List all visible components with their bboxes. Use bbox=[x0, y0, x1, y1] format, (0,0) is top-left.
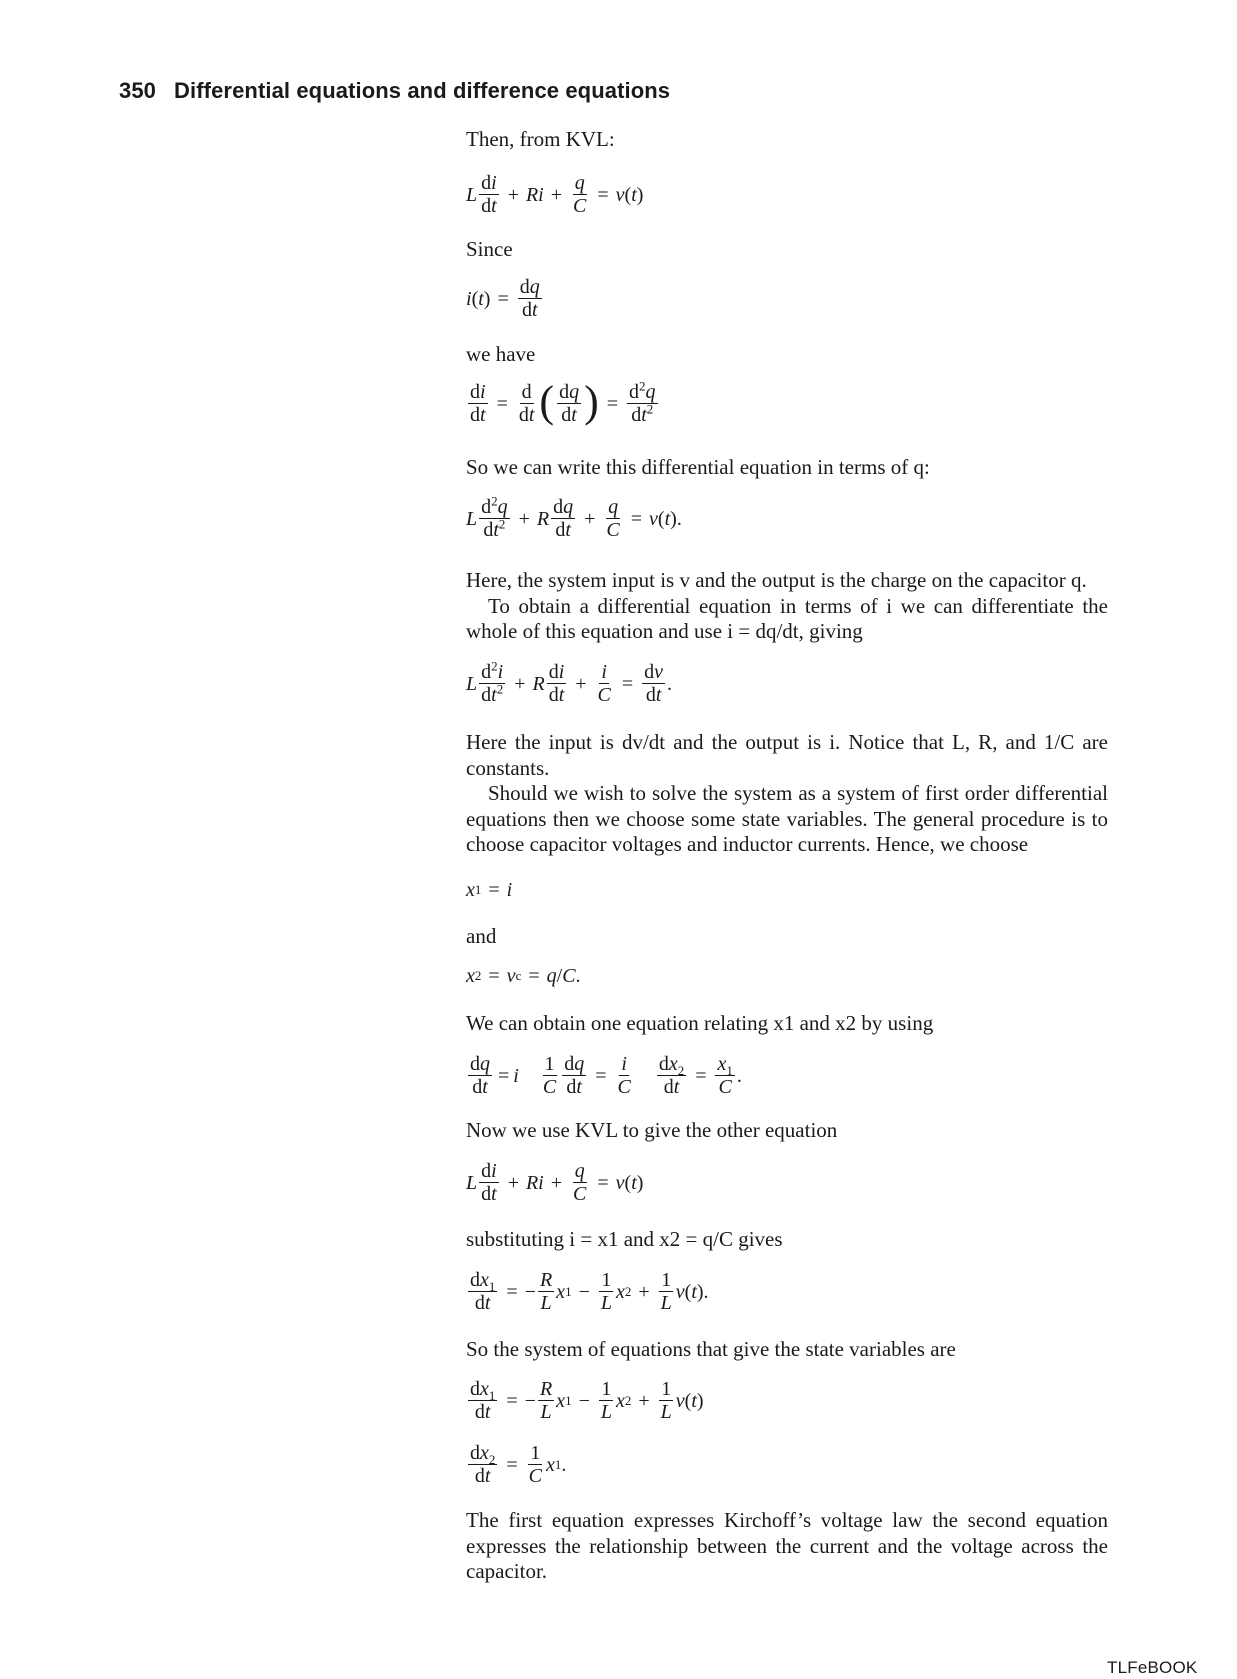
equation-i-ode: L $\frac{d^2i}{dt^2}$ + R $\frac{di}{dt}$ + $\frac{i}{C}$ = $\frac{dv}{dt}$ . bbox=[466, 658, 673, 707]
footer-brand: TLFeBOOK bbox=[1107, 1658, 1198, 1677]
equation-second-derivative: $\frac{di}{dt}$ = $\frac{d}{dt}$ ( $\frac{dq}{dt}$ ) = $\frac{d^2q}{dt^2}$ bbox=[470, 376, 656, 427]
paragraph-state-variables bbox=[466, 730, 1108, 858]
equation-dx1: $\frac{dx_1}{dt}$ = − $\frac{R}{L}$ x 1 − $\frac{1}{L}$ x 2 + $\frac{1}{L}$ v ( t ). bbox=[470, 1269, 709, 1315]
page-number: 350 bbox=[119, 78, 157, 103]
paragraph-kvl-intro: Then, from KVL: bbox=[466, 127, 615, 151]
paragraph-conclusion: The first equation expresses Kirchoff’s voltage law the second equation expresses the relationship between the current and the voltage across the capacitor. bbox=[466, 1508, 1108, 1583]
paragraph-system-input-line: Here, the system input is v and the output is the charge on the capacitor q. bbox=[466, 568, 1087, 592]
paragraph-in-terms-of-q: So we can write this differential equation in terms of q: bbox=[466, 455, 930, 479]
paragraph-relating: We can obtain one equation relating x1 and x2 by using bbox=[466, 1011, 934, 1035]
paragraph-differentiate: To obtain a differential equation in terms of i we can differentiate the whole of this equation and use i = dq/dt, giving bbox=[466, 593, 1108, 643]
equation-system-dx1: $\frac{dx_1}{dt}$ = − $\frac{R}{L}$ x 1 − $\frac{1}{L}$ x 2 + $\frac{1}{L}$ v ( t ) bbox=[470, 1378, 704, 1424]
paragraph-choose-state-variables: Should we wish to solve the system as a system of first order differential equations then we choose some state variables. The general procedure is to choose capacitor voltages and inductor currents. Hence, we choose bbox=[466, 781, 1108, 856]
chapter-title: Differential equations and difference equations bbox=[174, 78, 671, 103]
equation-kvl: L $\frac{di}{dt}$ + Ri + $\frac{q}{C}$ = v ( t ) bbox=[466, 172, 644, 218]
paragraph-substituting: substituting i = x1 and x2 = q/C gives bbox=[466, 1227, 783, 1251]
running-header bbox=[119, 78, 670, 104]
equation-kvl-repeat: L $\frac{di}{dt}$ + Ri + $\frac{q}{C}$ = v ( t ) bbox=[466, 1160, 644, 1206]
paragraph-since: Since bbox=[466, 237, 513, 261]
paragraph-input-dvdt: Here the input is dv/dt and the output is i. Notice that L, R, and 1/C are constants. bbox=[466, 730, 1108, 780]
paragraph-we-have: we have bbox=[466, 342, 536, 366]
equation-current-definition: i ( t ) = $\frac{dq}{dt}$ bbox=[466, 276, 540, 322]
equation-x2: x 2 = v c = q / C . bbox=[466, 965, 581, 987]
equation-q-ode: L $\frac{d^2q}{dt^2}$ + R $\frac{dq}{dt}$ + $\frac{q}{C}$ = v ( t ). bbox=[466, 493, 682, 542]
equation-x1: x 1 = i bbox=[466, 879, 513, 901]
paragraph-system-of-equations: So the system of equations that give the state variables are bbox=[466, 1337, 956, 1361]
equation-system-dx2: $\frac{dx_2}{dt}$ = $\frac{1}{C}$ x 1 . bbox=[470, 1442, 567, 1488]
equation-relation: $\frac{dq}{dt}$ = i $\frac{1}{C}$ $\frac{dq}{dt}$ = $\frac{i}{C}$ $\frac{dx_2}{dt}$ = $\frac{x_1}{C}$ . bbox=[470, 1053, 742, 1099]
paragraph-system-input bbox=[466, 568, 1108, 645]
paragraph-and: and bbox=[466, 924, 497, 948]
paragraph-now-kvl: Now we use KVL to give the other equation bbox=[466, 1118, 838, 1142]
